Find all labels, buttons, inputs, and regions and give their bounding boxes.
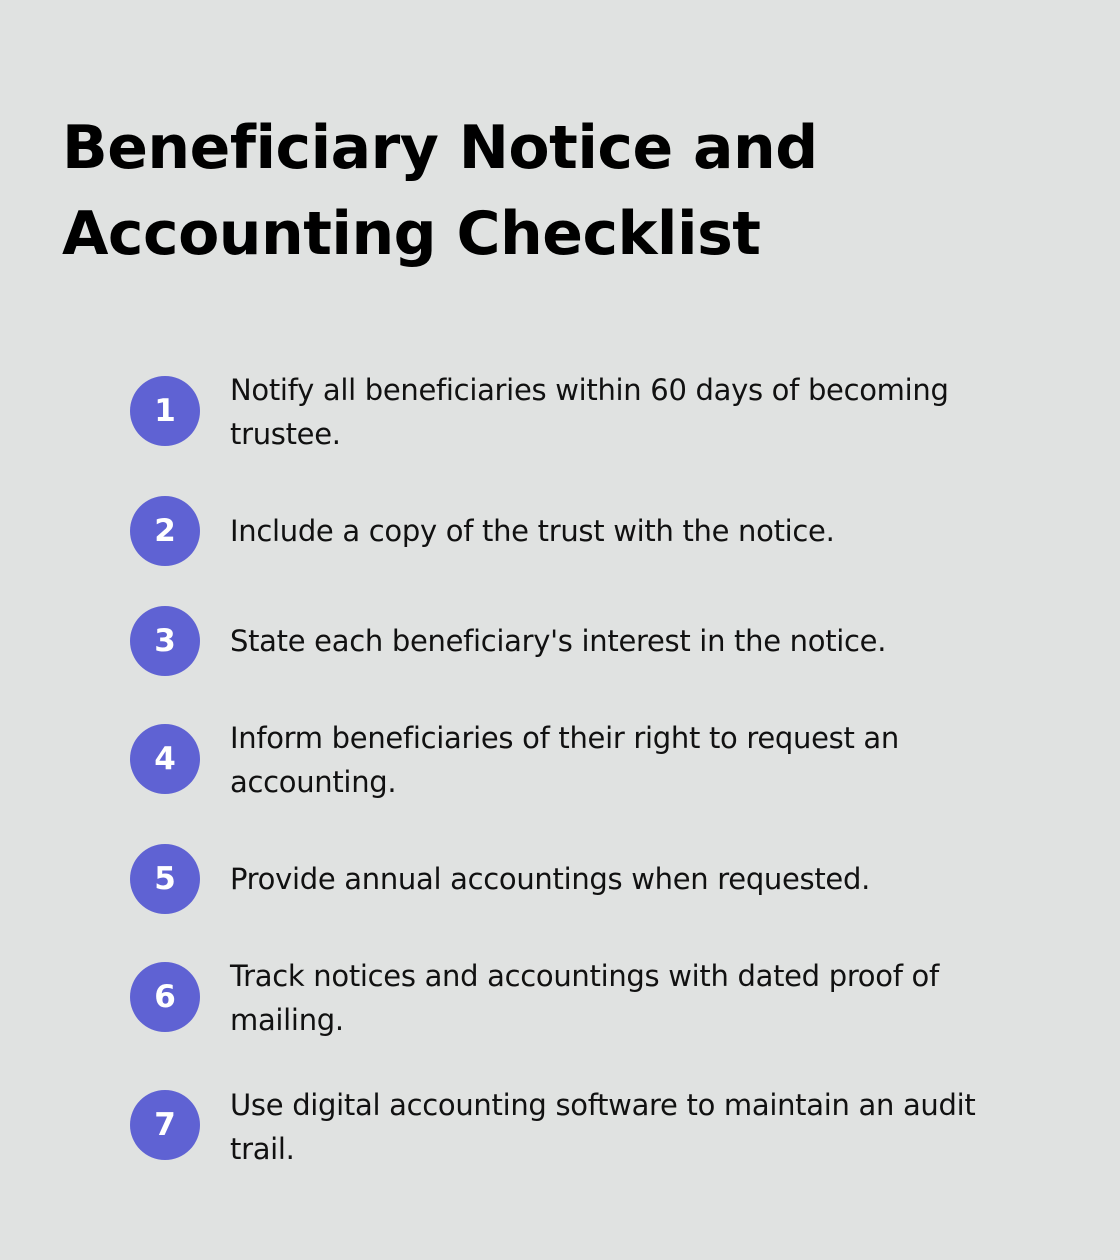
step-number-badge: 4 <box>130 724 200 794</box>
step-number-badge: 7 <box>130 1090 200 1160</box>
checklist-item-text: Provide annual accountings when requested. <box>230 862 870 896</box>
checklist-item-text: Notify all beneficiaries within 60 days of becoming trustee. <box>230 373 949 451</box>
step-number-badge: 2 <box>130 496 200 566</box>
step-number-badge: 1 <box>130 376 200 446</box>
step-number-badge: 6 <box>130 962 200 1032</box>
checklist-item-text: Include a copy of the trust with the notice. <box>230 514 835 548</box>
checklist-item-text: Track notices and accountings with dated proof of mailing. <box>230 959 939 1037</box>
page-title: Beneficiary Notice and Accounting Checklist <box>62 113 818 269</box>
checklist-item-text: Inform beneficiaries of their right to request an accounting. <box>230 721 899 799</box>
step-number-badge: 3 <box>130 606 200 676</box>
step-number-badge: 5 <box>130 844 200 914</box>
checklist-item-text: State each beneficiary's interest in the notice. <box>230 624 887 658</box>
checklist-item-text: Use digital accounting software to maintain an audit trail. <box>230 1088 976 1166</box>
